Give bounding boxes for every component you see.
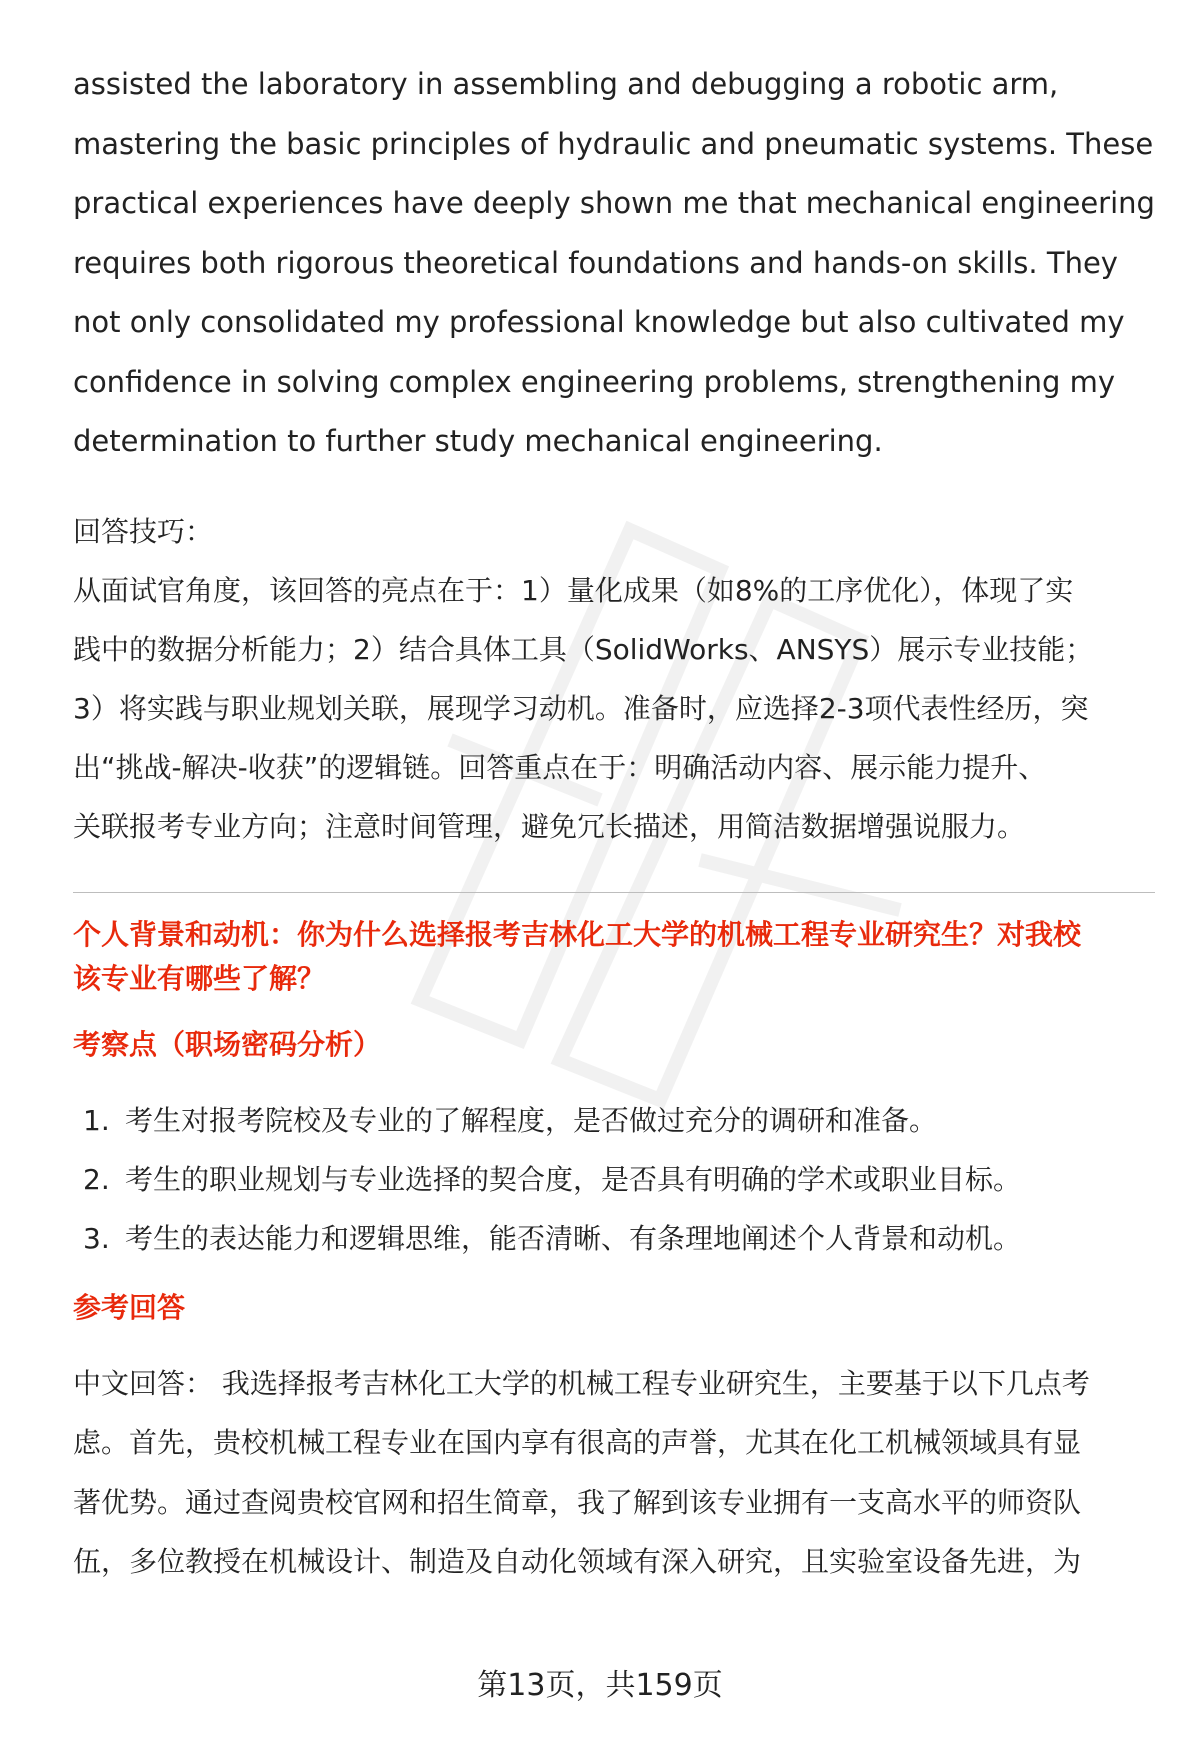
section-divider: [73, 892, 1155, 893]
paragraph-line: assisted the laboratory in assembling and debugging a robotic arm,: [73, 67, 1059, 101]
paragraph-line: 虑。首先，贵校机械工程专业在国内享有很高的声誉，尤其在化工机械领域具有显: [73, 1426, 1082, 1459]
paragraph-line: 著优势。通过查阅贵校官网和招生简章，我了解到该专业拥有一支高水平的师资队: [73, 1485, 1082, 1519]
question-heading: [73, 913, 1153, 1001]
assessment-list: [73, 1091, 1153, 1268]
list-item: [73, 1150, 1153, 1209]
paragraph-line: practical experiences have deeply shown me that mechanical engineering: [73, 186, 1155, 220]
list-item: [73, 1091, 1153, 1150]
paragraph-line: 出“挑战-解决-收获”的逻辑链。回答重点在于：明确活动内容、展示能力提升、: [73, 750, 1047, 784]
paragraph-line: 中文回答： 我选择报考吉林化工大学的机械工程专业研究生，主要基于以下几点考: [73, 1366, 1090, 1400]
paragraph-line: mastering the basic principles of hydraulic and pneumatic systems. These: [73, 126, 1154, 161]
tips-paragraph: [73, 561, 1153, 856]
list-text: 考生的职业规划与专业选择的契合度，是否具有明确的学术或职业目标。: [125, 1162, 1022, 1196]
paragraph-line: 3）将实践与职业规划关联，展现学习动机。准备时，应选择2-3项代表性经历，突: [73, 691, 1089, 725]
reference-answer: [73, 1354, 1153, 1592]
tips-heading: 回答技巧：: [73, 514, 214, 548]
document-page: [73, 55, 1153, 1592]
question-line: 该专业有哪些了解？: [73, 961, 326, 995]
paragraph-line: 关联报考专业方向；注意时间管理，避免冗长描述，用简洁数据增强说服力。: [73, 809, 1026, 843]
question-line: 个人背景和动机：你为什么选择报考吉林化工大学的机械工程专业研究生？对我校: [73, 917, 1082, 951]
english-paragraph: [73, 55, 1153, 472]
page-number: 第13页，共159页: [477, 1668, 723, 1703]
reference-heading: 参考回答: [73, 1290, 186, 1324]
list-text: 考生对报考院校及专业的了解程度，是否做过充分的调研和准备。: [125, 1103, 938, 1137]
list-item: [73, 1209, 1153, 1268]
paragraph-line: requires both rigorous theoretical foundations and hands-on skills. They: [73, 245, 1118, 280]
list-number: 1.: [83, 1103, 110, 1137]
paragraph-line: 践中的数据分析能力；2）结合具体工具（SolidWorks、ANSYS）展示专业技能；: [73, 632, 1094, 666]
paragraph-line: 从面试官角度，该回答的亮点在于：1）量化成果（如8%的工序优化），体现了实: [73, 573, 1074, 607]
paragraph-line: not only consolidated my professional knowledge but also cultivated my: [73, 305, 1125, 339]
paragraph-line: determination to further study mechanical engineering.: [73, 424, 883, 458]
list-number: 3.: [83, 1221, 110, 1255]
paragraph-line: 伍，多位教授在机械设计、制造及自动化领域有深入研究，且实验室设备先进，为: [73, 1545, 1082, 1578]
assessment-heading: 考察点（职场密码分析）: [73, 1027, 382, 1061]
paragraph-line: confidence in solving complex engineering problems, strengthening my: [73, 364, 1115, 399]
list-number: 2.: [83, 1162, 110, 1196]
list-text: 考生的表达能力和逻辑思维，能否清晰、有条理地阐述个人背景和动机。: [125, 1221, 1022, 1255]
